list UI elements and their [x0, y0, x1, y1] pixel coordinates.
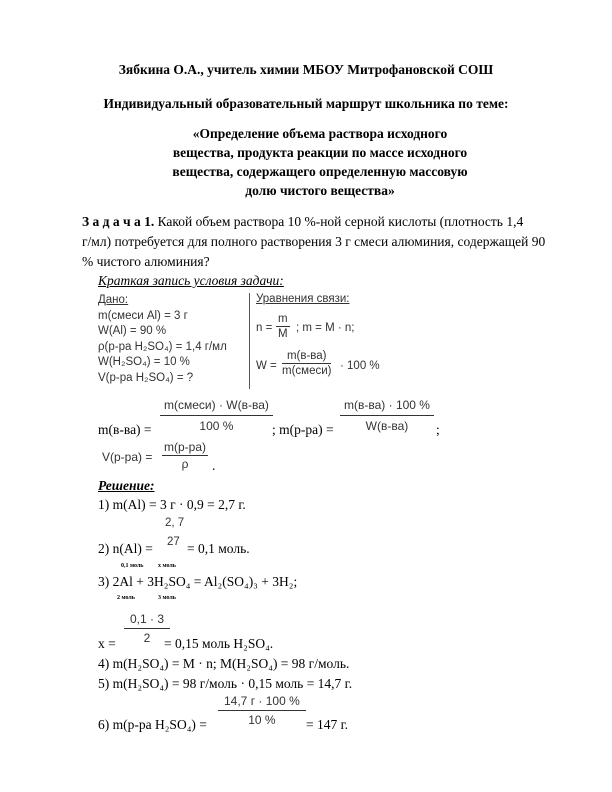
formula-3-fraction: m(р-ра) ρ [164, 440, 207, 471]
solution-step-5: 5) m(H₂SO₄) = 98 г/моль · 0,15 моль = 14,7 г. [98, 676, 353, 691]
route-line: Индивидуальный образовательный маршрут школьника по теме: [103, 96, 509, 111]
solution-step-4: 4) m(H₂SO₄) = M · n; M(H₂SO₄) = 98 г/моль. [98, 656, 350, 671]
author-line: Зябкина О.А., учитель химии МБОУ Митрофановской СОШ [118, 62, 494, 77]
solution-step-2-right: = 0,1 моль. [187, 541, 250, 556]
relation-2-right: · 100 % [340, 360, 380, 372]
reaction-note-below-2: 3 моль [158, 595, 176, 601]
formula-2-left: ; m(р-ра) = [272, 422, 334, 437]
solution-step-x-right: = 0,15 моль H₂SO₄. [164, 636, 274, 651]
solution-step-1: 1) m(Al) = 3 г · 0,9 = 2,7 г. [98, 497, 246, 512]
task-line-3: % чистого алюминия? [82, 254, 210, 269]
formula-3-left: V(р-ра) = [102, 450, 153, 464]
solution-title: Решение: [98, 478, 155, 493]
solution-step-x-fraction: $\frac{0,1 \cdot 3}{2}$ [124, 612, 170, 645]
solution-step-2-denominator: 27 [167, 536, 180, 548]
solution-step-3: 3) 2Al + 3H₂SO₄ = Al₂(SO₄)₃ + 3H₂; [98, 574, 298, 589]
task-line-1: З а д а ч а 1. Какой объем раствора 10 %-ной серной кислоты (плотность 1,4 [82, 214, 524, 229]
reaction-note-above-2: x моль [158, 563, 176, 569]
short-record-label: Краткая запись условия задачи: [98, 273, 284, 288]
solution-step-2-numerator: 2, 7 [165, 517, 185, 529]
solution-step-2-left: 2) n(Al) = [98, 541, 153, 556]
given-list: Дано: m(смеси Al) = 3 г W(Al) = 90 % ρ(р-ра H₂SO₄) = 1,4 г/мл W(H₂SO₄) = 10 % V(р-ра H₂SO₄) = ? [98, 294, 227, 384]
task-line-2: г/мл) потребуется для полного растворения 3 г смеси алюминия, содержащей 90 [82, 234, 546, 249]
topic-title: «Определение объема раствора исходного вещества, продукта реакции по массе исходного вещества, содержащего определенную массовую долю чистого вещества» [172, 126, 468, 198]
reaction-note-below-1: 2 моль [117, 595, 135, 601]
relation-1-fraction: $\frac{m}{M}$ [278, 313, 288, 340]
given-title: Дано: [98, 294, 129, 306]
solution-step-6-fraction: 14,7 г · 100 % 10 % [218, 694, 306, 727]
solution-step-x-left: x = [98, 636, 116, 651]
given-divider [249, 293, 250, 389]
formula-3-end: . [212, 458, 216, 473]
relation-1-left: n = [256, 322, 273, 334]
formula-2-fraction: m(в-ва) · 100 % W(в-ва) [340, 398, 434, 433]
formula-1-fraction: m(смеси) · W(в-ва) 100 % [160, 398, 273, 433]
relations-title: Уравнения связи: [256, 293, 350, 305]
relation-2-fraction: m(в-ва) m(смеси) [282, 350, 332, 377]
solution-step-6-left: 6) m(р-ра H₂SO₄) = [98, 717, 207, 732]
reaction-note-above-1: 0,1 моль [121, 563, 144, 569]
relation-1-right: ; m = M · n; [296, 322, 355, 334]
relation-2-left: W = [256, 360, 277, 372]
formula-1-left: m(в-ва) = [98, 422, 152, 437]
solution-step-6-right: = 147 г. [306, 717, 349, 732]
formula-2-end: ; [436, 422, 440, 437]
